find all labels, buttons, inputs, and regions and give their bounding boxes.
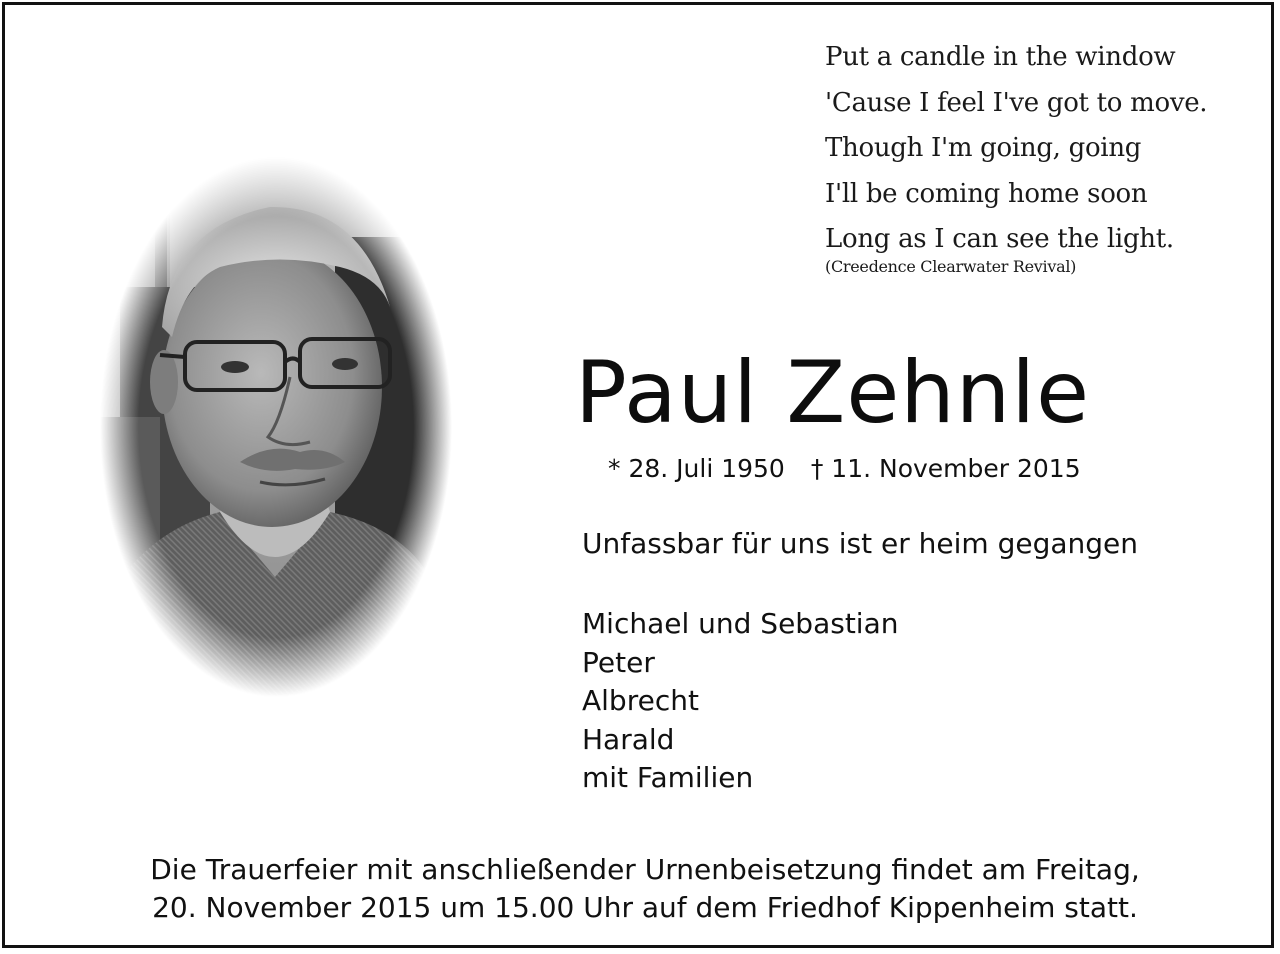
mourner-entry: Albrecht	[582, 684, 699, 717]
portrait-photo	[100, 157, 452, 697]
mourner-entry: Harald	[582, 722, 675, 756]
mourners-list	[582, 605, 899, 798]
mourner-entry: Peter	[582, 645, 655, 679]
death-date: † 11. November 2015	[810, 454, 1081, 483]
memorial-tagline: Unfassbar für uns ist er heim gegangen	[582, 527, 1139, 560]
poem-line: Though I'm going, going	[825, 133, 1142, 163]
poem-line: Long as I can see the light.	[825, 224, 1174, 254]
funeral-line: Die Trauerfeier mit anschließender Urnenbeisetzung findet am Freitag,	[150, 853, 1140, 886]
funeral-announcement	[45, 851, 1245, 927]
poem-block	[825, 35, 1245, 277]
notice-frame	[2, 2, 1274, 948]
deceased-name: Paul Zehnle	[575, 343, 1091, 443]
poem-source: (Creedence Clearwater Revival)	[825, 256, 1077, 276]
mourner-entry: mit Familien	[582, 761, 754, 794]
poem-line: Put a candle in the window	[825, 42, 1176, 72]
poem-line: 'Cause I feel I've got to move.	[825, 87, 1208, 118]
mourner-entry: Michael und Sebastian	[582, 607, 899, 640]
funeral-line: 20. November 2015 um 15.00 Uhr auf dem Friedhof Kippenheim statt.	[152, 891, 1138, 924]
poem-line: I'll be coming home soon	[825, 178, 1148, 209]
life-dates	[608, 453, 1081, 485]
birth-date: * 28. Juli 1950	[608, 454, 785, 483]
